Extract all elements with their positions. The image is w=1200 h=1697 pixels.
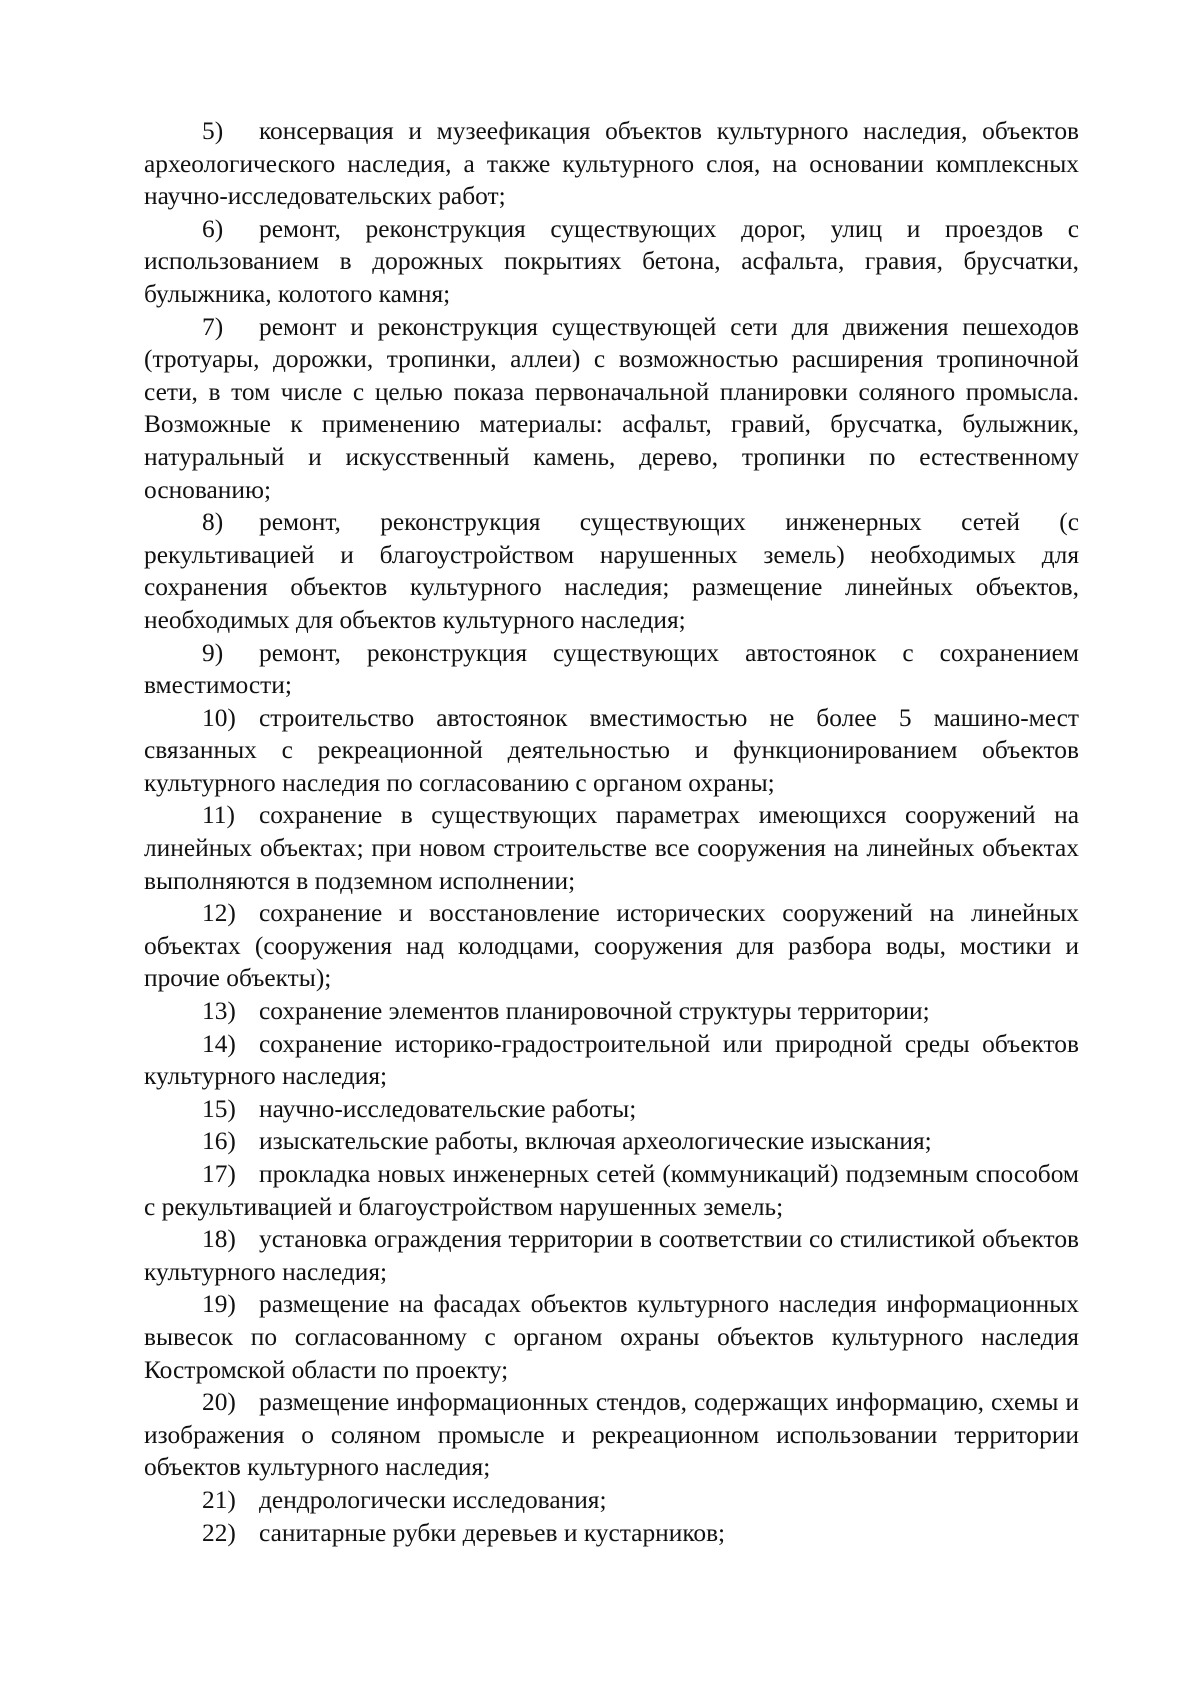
document-body (144, 115, 1079, 1549)
list-item-text: строительство автостоянок вместимостью не более 5 машино-мест связанных с рекреационной деятельностью и функционированием объектов культурного наследия по согласованию с органом охраны; (144, 703, 1079, 797)
list-item-text: размещение информационных стендов, содержащих информацию, схемы и изображения о соляном промысле и рекреационном использовании территории объектов культурного наследия; (144, 1388, 1079, 1482)
list-item-text: прокладка новых инженерных сетей (коммуникаций) подземным способом с рекультивацией и благоустройством нарушенных земель; (144, 1160, 1079, 1221)
list-item-text: ремонт, реконструкция существующих автостоянок с сохранением вместимости; (144, 638, 1079, 700)
list-item-number: 18) (202, 1225, 236, 1254)
list-item-number: 8) (202, 508, 224, 537)
list-item (144, 1093, 1079, 1126)
list-item-number: 21) (202, 1485, 236, 1514)
list-item (144, 1125, 1079, 1158)
list-item-text: ремонт, реконструкция существующих инженерных сетей (с рекультивацией и благоустройством нарушенных земель) необходимых для сохранения объектов культурного наследия; размещение линейных объектов, необходимых для объектов культурного наследия; (144, 508, 1079, 634)
list-item (144, 506, 1079, 636)
list-item (144, 1386, 1079, 1484)
list-item-text: установка ограждения территории в соответствии со стилистикой объектов культурного наследия; (144, 1225, 1079, 1286)
list-item-number: 10) (202, 703, 236, 732)
list-item-number: 7) (202, 312, 224, 341)
list-item-number: 6) (202, 214, 224, 243)
list-item-text: изыскательские работы, включая археологические изыскания; (259, 1127, 932, 1156)
list-item-number: 11) (202, 801, 235, 830)
list-item (144, 1223, 1079, 1288)
list-item-text: ремонт и реконструкция существующей сети для движения пешеходов (тротуары, дорожки, тропинки, аллеи) с возможностью расширения тропиночной сети, в том числе с целью показа первоначальной планировки соляного промысла. Возможные к применению материалы: асфальт, гравий, брусчатка, булыжник, натуральный и искусственный камень, дерево, тропинки по естественному основанию; (144, 312, 1079, 504)
list-item (144, 702, 1079, 800)
list-item (144, 1484, 1079, 1517)
list-item-text: дендрологически исследования; (259, 1485, 607, 1514)
list-item (144, 799, 1079, 897)
list-item (144, 115, 1079, 213)
list-item-number: 19) (202, 1290, 236, 1319)
list-item (144, 995, 1079, 1028)
list-item-text: санитарные рубки деревьев и кустарников; (259, 1518, 726, 1547)
list-item (144, 1517, 1079, 1550)
list-item (144, 311, 1079, 507)
list-item-text: научно-исследовательские работы; (259, 1094, 637, 1123)
list-item-number: 15) (202, 1094, 236, 1123)
list-item (144, 637, 1079, 702)
list-item-number: 20) (202, 1388, 236, 1417)
list-item-text: размещение на фасадах объектов культурного наследия информационных вывесок по согласованному с органом охраны объектов культурного наследия Костромской области по проекту; (144, 1290, 1079, 1384)
list-item (144, 1028, 1079, 1093)
list-item-number: 17) (202, 1160, 236, 1188)
list-item (144, 213, 1079, 311)
list-item-text: консервация и музеефикация объектов культурного наследия, объектов археологического наследия, а также культурного слоя, на основании комплексных научно-исследовательских работ; (144, 117, 1079, 211)
list-item (144, 897, 1079, 995)
list-item-number: 9) (202, 638, 224, 667)
list-item-text: сохранение элементов планировочной структуры территории; (259, 997, 930, 1026)
list-item-number: 12) (202, 899, 236, 928)
list-item-number: 14) (202, 1029, 236, 1058)
list-item-text: сохранение в существующих параметрах имеющихся сооружений на линейных объектах; при новом строительстве все сооружения на линейных объектах выполняются в подземном исполнении; (144, 801, 1079, 895)
list-item-text: сохранение историко-градостроительной или природной среды объектов культурного наследия; (144, 1029, 1079, 1091)
list-item-number: 5) (202, 117, 224, 145)
list-item (144, 1288, 1079, 1386)
list-item-text: ремонт, реконструкция существующих дорог, улиц и проездов с использованием в дорожных покрытиях бетона, асфальта, гравия, брусчатки, булыжника, колотого камня; (144, 214, 1079, 308)
list-item-number: 22) (202, 1518, 236, 1547)
list-item (144, 1158, 1079, 1223)
list-item-number: 13) (202, 997, 236, 1026)
list-item-number: 16) (202, 1127, 236, 1156)
list-item-text: сохранение и восстановление исторических сооружений на линейных объектах (сооружения над колодцами, сооружения для разбора воды, мостики и прочие объекты); (144, 899, 1079, 993)
